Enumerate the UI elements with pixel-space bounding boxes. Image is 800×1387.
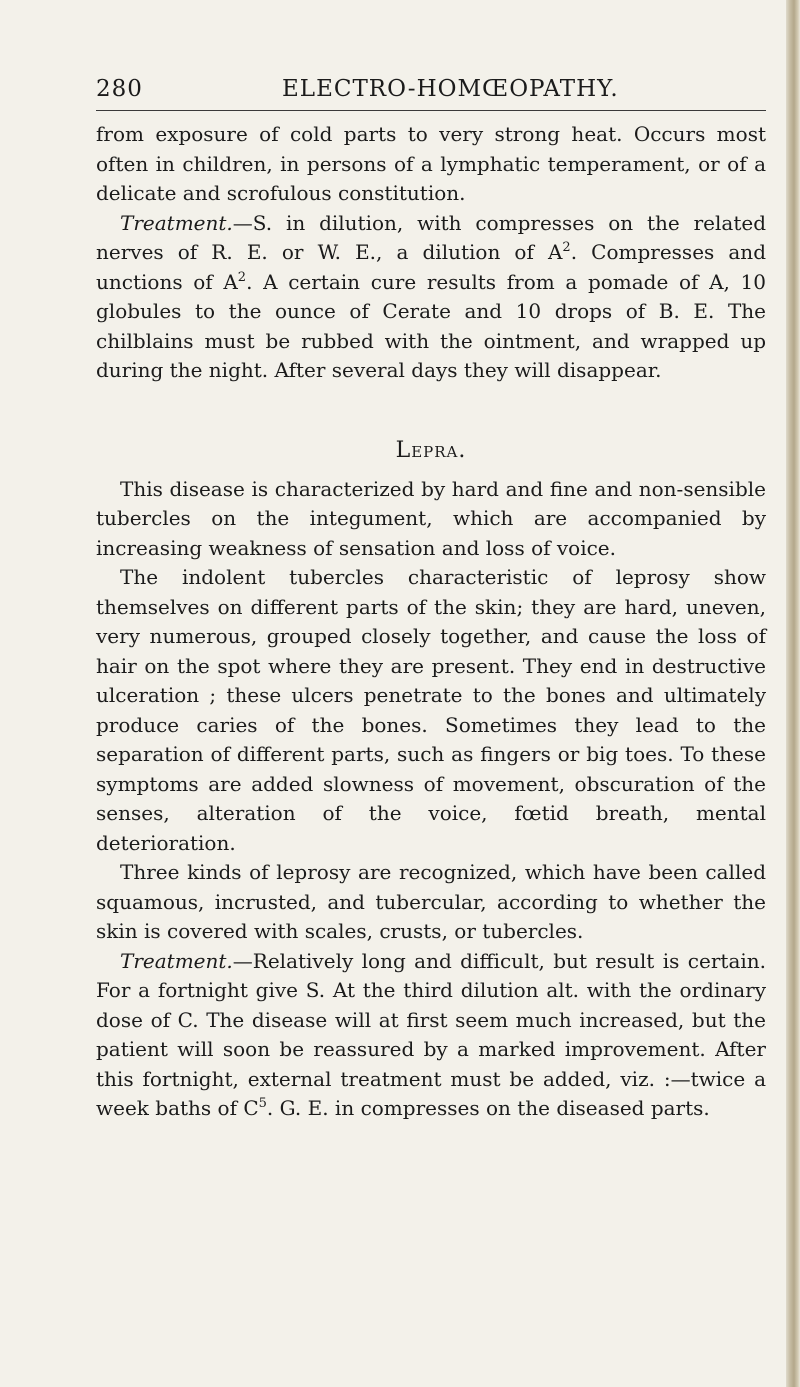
- book-page: [96, 76, 766, 1124]
- treatment-text-3: . A certain cure results from a pomade of A, 10 globules to the ounce of Cerate and 10 drops of B. E. The chilblains must be rubbed with the ointment, and wrapped up during the night. After several days they will disappear.: [96, 269, 766, 382]
- paragraph-lepra-kinds: [96, 858, 766, 947]
- treatment-text-2: . G. E. in compresses on the diseased parts.: [266, 1096, 710, 1120]
- paragraph-text: from exposure of cold parts to very strong heat. Occurs most often in children, in persons of a lymphatic temperament, or of a delicate and scrofulous constitution.: [96, 122, 766, 205]
- paragraph-lepra-definition: [96, 475, 766, 564]
- treatment-text-1: —S. in dilution, with compresses on the related nerves of R. E. or W. E., a dilution of A: [96, 210, 766, 264]
- page-number: 280: [96, 76, 143, 102]
- paragraph-chilblains-treatment: [96, 209, 766, 386]
- treatment-label: Treatment.: [120, 948, 233, 973]
- superscript-2b: 2: [237, 269, 247, 285]
- paragraph-text: The indolent tubercles characteristic of leprosy show themselves on different parts of the skin; they are hard, uneven, very numerous, grouped closely together, and cause the loss of hair on the spot where they are present. They end in destructive ulceration ; these ulcers penetrate to the bones and ultimately produce caries of the bones. Sometimes they lead to the separation of different parts, such as fingers or big toes. To these symptoms are added slowness of movement, obscuration of the senses, alteration of the voice, fœtid breath, mental deterioration.: [96, 565, 766, 855]
- section-heading-lepra: Lepra.: [395, 437, 467, 463]
- running-title: ELECTRO-HOMŒOPATHY.: [282, 76, 619, 102]
- paragraph-text: Three kinds of leprosy are recognized, which have been called squamous, incrusted, and tubercular, according to whether the skin is covered with scales, crusts, or tubercles.: [96, 860, 766, 943]
- paragraph-lepra-treatment: [96, 947, 766, 1124]
- paragraph-lepra-symptoms: [96, 563, 766, 858]
- superscript-2: 2: [562, 240, 571, 255]
- treatment-text-2: . Compresses and unctions of A: [96, 240, 766, 294]
- treatment-label: Treatment.: [120, 210, 233, 235]
- paragraph-text: This disease is characterized by hard and fine and non-sensible tubercles on the integument, which are accompanied by increasing weakness of sensation and loss of voice.: [96, 476, 766, 560]
- running-header: [96, 76, 766, 111]
- superscript-5: 5: [258, 1096, 267, 1111]
- treatment-text-1: —Relatively long and difficult, but result is certain. For a fortnight give S. At the third dilution alt. with the ordinary dose of C. The disease will at first seem much increased, but the patient will soon be reassured by a marked improvement. After this fortnight, external treatment must be added, viz. :—twice a week baths of C: [96, 948, 766, 1120]
- scanned-page-edge: [786, 0, 800, 1387]
- paragraph-chilblains-cause: [96, 120, 766, 209]
